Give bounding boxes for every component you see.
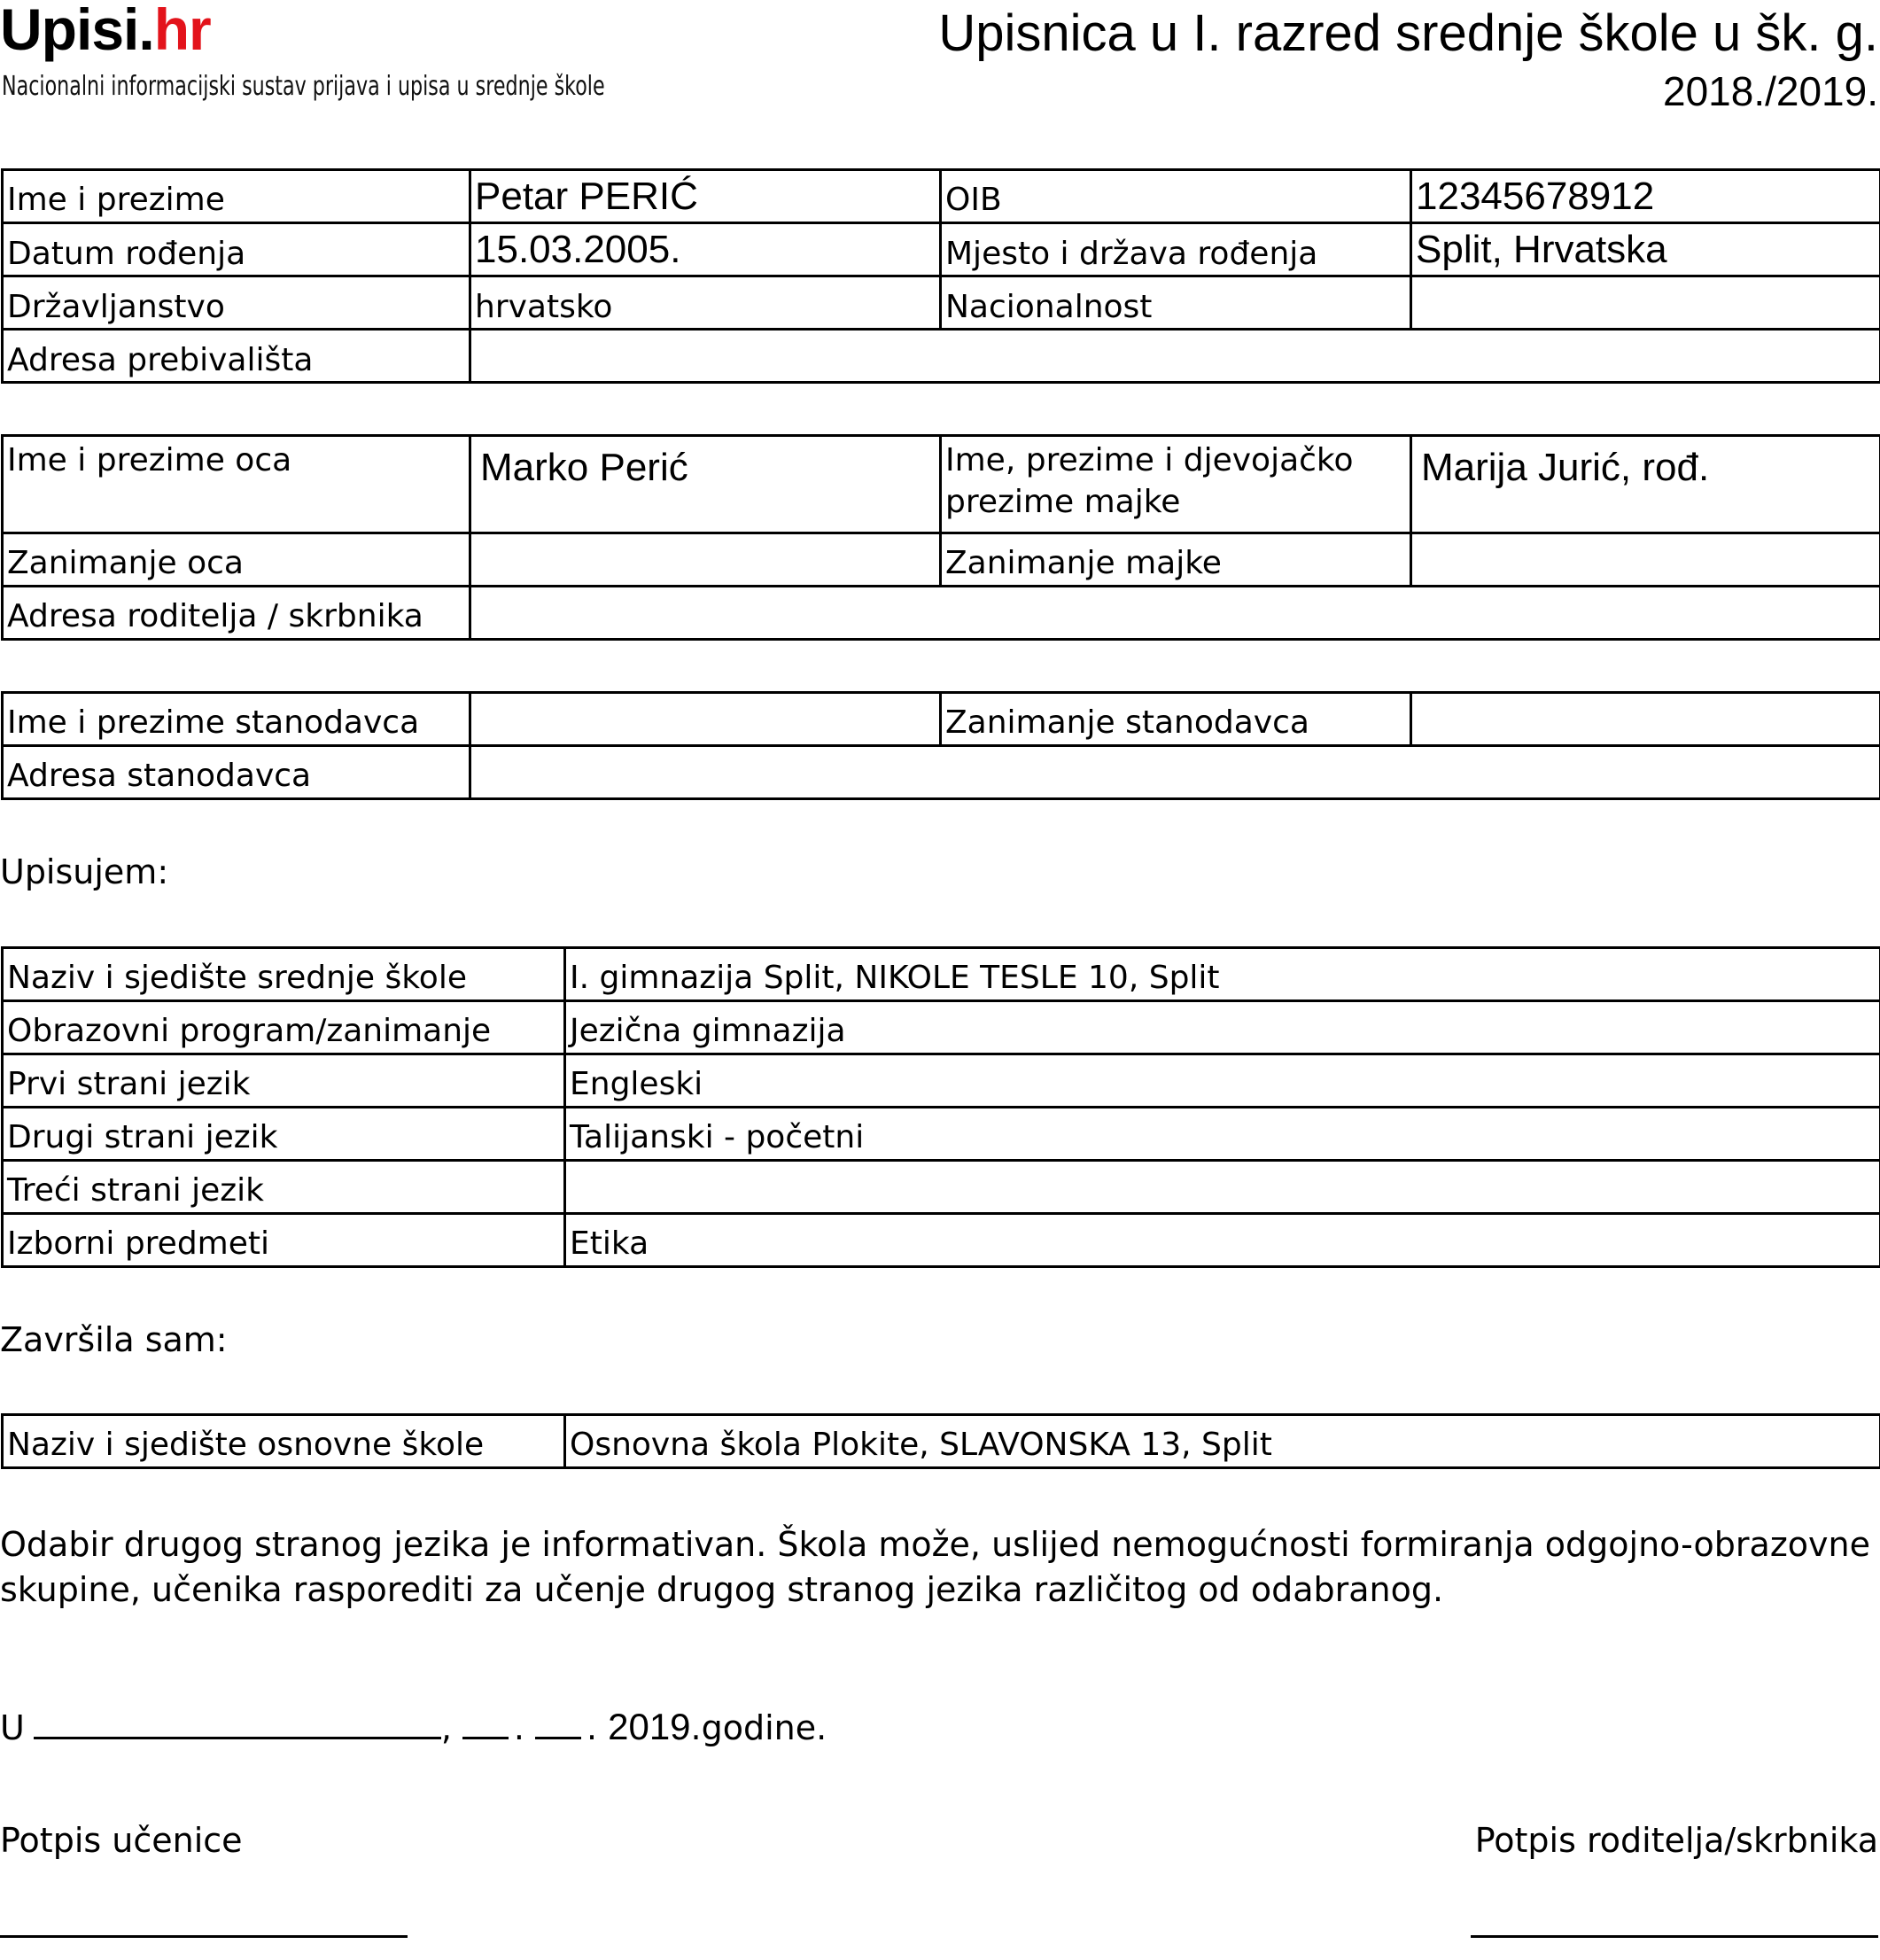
- enrol-value-program[interactable]: Jezična gimnazija: [565, 1001, 1880, 1054]
- date-suffix: .godine.: [690, 1708, 827, 1747]
- date-dot-2: .: [587, 1708, 598, 1747]
- landlord-job-label: Zanimanje stanodavca: [941, 693, 1411, 746]
- landlord-address-value[interactable]: [470, 746, 1880, 799]
- landlord-name-label: Ime i prezime stanodavca: [3, 693, 470, 746]
- month-blank[interactable]: [535, 1701, 581, 1739]
- address-value[interactable]: [470, 330, 1880, 383]
- place-prefix: U: [0, 1708, 25, 1747]
- document-title: Upisnica u I. razred srednje škole u šk. g.: [938, 4, 1878, 62]
- parents-address-label: Adresa roditelja / skrbnika: [3, 587, 470, 640]
- logo-tld: hr: [153, 0, 211, 62]
- oib-label: OIB: [941, 170, 1411, 223]
- dob-label: Datum rođenja: [3, 223, 470, 276]
- date-year: 2019: [608, 1706, 691, 1747]
- address-label: Adresa prebivališta: [3, 330, 470, 383]
- enrol-label-school: Naziv i sjedište srednje škole: [3, 948, 565, 1001]
- logo: [0, 0, 211, 62]
- student-signature-label: Potpis učenice: [0, 1821, 243, 1860]
- day-blank[interactable]: [462, 1701, 509, 1739]
- student-name-label: Ime i prezime: [3, 170, 470, 223]
- student-name-value[interactable]: Petar PERIĆ: [470, 170, 941, 223]
- enrol-value-third-language[interactable]: [565, 1161, 1880, 1214]
- mother-job-label: Zanimanje majke: [941, 533, 1411, 587]
- school-year: 2018./2019.: [1662, 68, 1878, 114]
- student-signature-line[interactable]: [0, 1935, 408, 1938]
- enrol-label-program: Obrazovni program/zanimanje: [3, 1001, 565, 1054]
- parent-signature-line[interactable]: [1471, 1935, 1878, 1938]
- landlord-name-value[interactable]: [470, 693, 941, 746]
- mother-job-value[interactable]: [1411, 533, 1880, 587]
- finished-table: [1, 1413, 1880, 1469]
- enrol-value-first-language[interactable]: Engleski: [565, 1054, 1880, 1108]
- primary-school-value[interactable]: Osnovna škola Plokite, SLAVONSKA 13, Split: [565, 1415, 1880, 1468]
- landlord-job-value[interactable]: [1411, 693, 1880, 746]
- finished-heading: Završila sam:: [0, 1320, 228, 1359]
- enrol-label-first-language: Prvi strani jezik: [3, 1054, 565, 1108]
- citizenship-value[interactable]: hrvatsko: [470, 276, 941, 330]
- pob-label: Mjesto i država rođenja: [941, 223, 1411, 276]
- enrol-value-second-language[interactable]: Talijanski - početni: [565, 1108, 1880, 1161]
- citizenship-label: Državljanstvo: [3, 276, 470, 330]
- father-name-label: Ime i prezime oca: [3, 436, 470, 533]
- nationality-value[interactable]: [1411, 276, 1880, 330]
- mother-name-label: Ime, prezime i djevojačko prezime majke: [941, 436, 1411, 533]
- father-job-value[interactable]: [470, 533, 941, 587]
- enrol-label-second-language: Drugi strani jezik: [3, 1108, 565, 1161]
- pob-value[interactable]: Split, Hrvatska: [1411, 223, 1880, 276]
- enrol-heading: Upisujem:: [0, 852, 169, 891]
- landlord-table: [1, 691, 1880, 800]
- enrol-value-school[interactable]: I. gimnazija Split, NIKOLE TESLE 10, Split: [565, 948, 1880, 1001]
- father-name-value[interactable]: Marko Perić: [470, 436, 941, 533]
- oib-value[interactable]: 12345678912: [1411, 170, 1880, 223]
- enrol-value-electives[interactable]: Etika: [565, 1214, 1880, 1267]
- place-blank[interactable]: [34, 1701, 441, 1739]
- date-comma: ,: [440, 1708, 452, 1747]
- system-subtitle: Nacionalni informacijski sustav prijava i upisa u srednje škole: [2, 71, 605, 102]
- mother-name-value[interactable]: Marija Jurić, rođ.: [1411, 436, 1880, 533]
- enrol-table: [1, 946, 1880, 1268]
- date-dot-1: .: [513, 1708, 525, 1747]
- nationality-label: Nacionalnost: [941, 276, 1411, 330]
- date-line: [0, 1701, 827, 1748]
- logo-brand: Upisi.: [0, 0, 154, 62]
- father-job-label: Zanimanje oca: [3, 533, 470, 587]
- parents-address-value[interactable]: [470, 587, 1880, 640]
- enrol-label-third-language: Treći strani jezik: [3, 1161, 565, 1214]
- dob-value[interactable]: 15.03.2005.: [470, 223, 941, 276]
- enrol-label-electives: Izborni predmeti: [3, 1214, 565, 1267]
- primary-school-label: Naziv i sjedište osnovne škole: [3, 1415, 565, 1468]
- student-table: [1, 168, 1880, 384]
- parent-signature-label: Potpis roditelja/skrbnika: [1474, 1821, 1878, 1860]
- language-note: Odabir drugog stranog jezika je informativan. Škola može, uslijed nemogućnosti formiranja odgojno-obrazovne skupine, učenika rasporediti za učenje drugog stranog jezika različitog od odabranog.: [0, 1525, 1870, 1609]
- parents-table: [1, 434, 1880, 641]
- landlord-address-label: Adresa stanodavca: [3, 746, 470, 799]
